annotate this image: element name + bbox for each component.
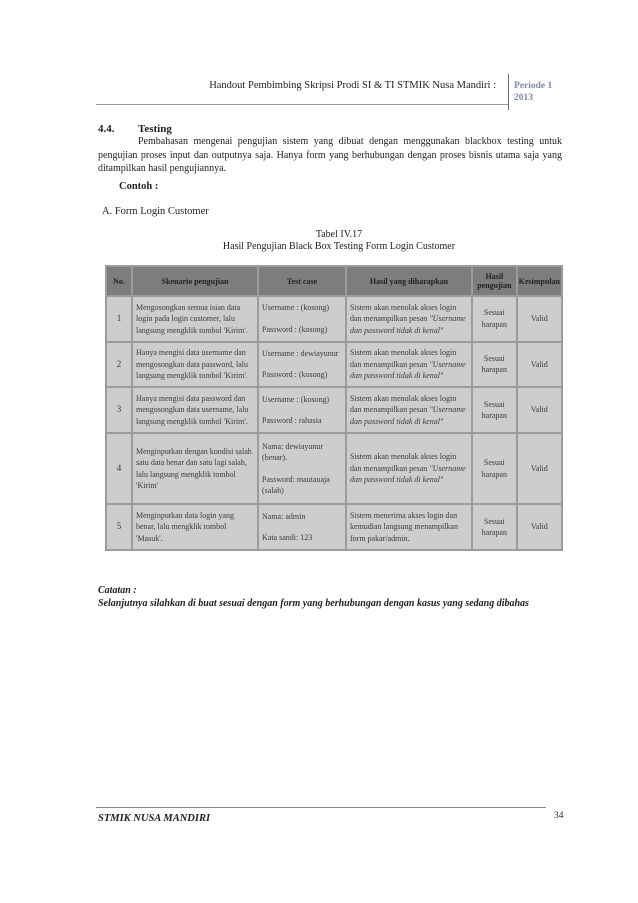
row-expected: [347, 388, 471, 432]
row-result: Sesuai harapan: [473, 343, 516, 387]
row-result: Sesuai harapan: [473, 297, 516, 341]
row-test-case: [259, 297, 345, 341]
test-case-line: Nama: admin: [262, 511, 306, 521]
section-heading: [98, 123, 172, 135]
table-row: [107, 343, 561, 387]
page-number: 34: [554, 811, 564, 821]
header-result: Hasil pengujian: [473, 267, 516, 295]
row-skenario: Mengosongkan semua isian data login pada login customer, lalu langsung mengklik tombol 'Kirim'.: [133, 297, 257, 341]
table-label: Tabel IV.17: [315, 229, 363, 240]
test-case-line: Username : dewiayunur: [262, 348, 339, 358]
expected-message: "Username dan password tidak di kenal": [350, 314, 466, 335]
expected-text: Sistem akan menolak akses login dan menampilkan pesan: [350, 302, 457, 324]
row-conclusion: Valid: [518, 434, 561, 503]
expected-text: Sistem menerima akses login dan kemudian langsung menampilkan form pakar/admin.: [350, 510, 458, 543]
row-number: 5: [107, 505, 131, 549]
row-result: Sesuai harapan: [473, 434, 516, 503]
table-row: [107, 297, 561, 341]
header-test-case: Test case: [259, 267, 345, 295]
row-expected: [347, 343, 471, 387]
row-skenario: Menginputkan data login yang benar, lalu mengklik tombol 'Masuk'.: [133, 505, 257, 549]
test-case-line: Password : rahasia: [262, 416, 322, 426]
header-rule: [96, 104, 508, 105]
row-conclusion: Valid: [518, 343, 561, 387]
expected-text: Sistem akan menolak akses login dan menampilkan pesan: [350, 348, 457, 369]
header-skenario: Skenario pengujian: [133, 267, 257, 295]
row-result: Sesuai harapan: [473, 505, 516, 549]
header-expected: Hasil yang diharapkan: [347, 267, 471, 295]
note-label: Catatan :: [98, 585, 137, 596]
row-test-case: [259, 388, 345, 432]
expected-message: "Username dan password tidak di kenal": [350, 359, 466, 381]
note-text: Selanjutnya silahkan di buat sesuai dengan form yang berhubungan dengan kasus yang sedang dibahas: [98, 598, 529, 609]
row-number: 4: [107, 434, 131, 503]
blackbox-table: [105, 265, 563, 551]
header-title: Handout Pembimbing Skripsi Prodi SI & TI STMIK Nusa Mandiri :: [209, 80, 496, 91]
test-case-line: Password: mautauaja (salah): [262, 474, 330, 496]
page-header: [96, 80, 566, 106]
example-label: Contoh :: [119, 181, 159, 192]
expected-text: Sistem akan menolak akses login dan menampilkan pesan: [350, 393, 457, 415]
section-title: Testing: [138, 123, 172, 135]
row-test-case: [259, 434, 345, 503]
row-test-case: [259, 343, 345, 387]
row-result: Sesuai harapan: [473, 388, 516, 432]
table-row: [107, 388, 561, 432]
test-case-line: Kata sandi: 123: [262, 533, 313, 543]
row-conclusion: Valid: [518, 388, 561, 432]
test-case-line: Username : (kosong): [262, 394, 330, 404]
table-row: [107, 505, 561, 549]
expected-text: Sistem akan menolak akses login dan menampilkan pesan: [350, 452, 457, 473]
row-expected: [347, 434, 471, 503]
section-number: 4.4.: [98, 123, 115, 135]
header-periode: [514, 80, 552, 104]
table-row: [107, 434, 561, 503]
row-skenario: Hanya mengisi data username dan mengosongkan data password, lalu langsung mengklik tombol 'Kirim'.: [133, 343, 257, 387]
row-number: 2: [107, 343, 131, 387]
row-conclusion: Valid: [518, 505, 561, 549]
expected-message: "Username dan password tidak di kenal": [350, 405, 466, 426]
header-conclusion: Kesimpulan: [518, 267, 561, 295]
subsection-title: A. Form Login Customer: [102, 206, 209, 217]
row-skenario: Menginputkan dengan kondisi salah satu data benar dan satu lagi salah, lalu langsung mengklik tombol 'Kirim': [133, 434, 257, 503]
table-header-row: [107, 267, 561, 295]
row-expected: [347, 505, 471, 549]
expected-message: "Username dan password tidak di kenal": [350, 463, 466, 485]
row-number: 3: [107, 388, 131, 432]
row-conclusion: Valid: [518, 297, 561, 341]
test-results-table: [105, 265, 563, 551]
footer-rule: [96, 807, 546, 808]
table-title: Hasil Pengujian Black Box Testing Form Login Customer: [222, 241, 456, 252]
periode-label: Periode 1: [514, 81, 553, 91]
row-test-case: [259, 505, 345, 549]
header-divider: [508, 74, 509, 110]
test-case-line: Nama: dewiayunur (benar).: [262, 441, 324, 463]
test-case-line: Username : (kosong): [262, 303, 330, 313]
row-expected: [347, 297, 471, 341]
footer-organization: STMIK NUSA MANDIRI: [98, 813, 211, 824]
row-number: 1: [107, 297, 131, 341]
header-no: No.: [107, 267, 131, 295]
intro-paragraph: Pembahasan mengenai pengujian sistem yang dibuat dengan menggunakan blackbox testing untuk pengujian proses input dan outputnya saja. Hanya form yang berhubungan dengan proses bisnis utama saja yang ditampilkan hasil pengujiannya.: [98, 136, 562, 174]
periode-year: 2013: [514, 93, 533, 103]
test-case-line: Password : (kosong): [262, 324, 328, 334]
row-skenario: Hanya mengisi data password dan mengosongkan data username, lalu langsung mengklik tombol 'Kirim'.: [133, 388, 257, 432]
test-case-line: Password : (kosong): [262, 370, 328, 380]
